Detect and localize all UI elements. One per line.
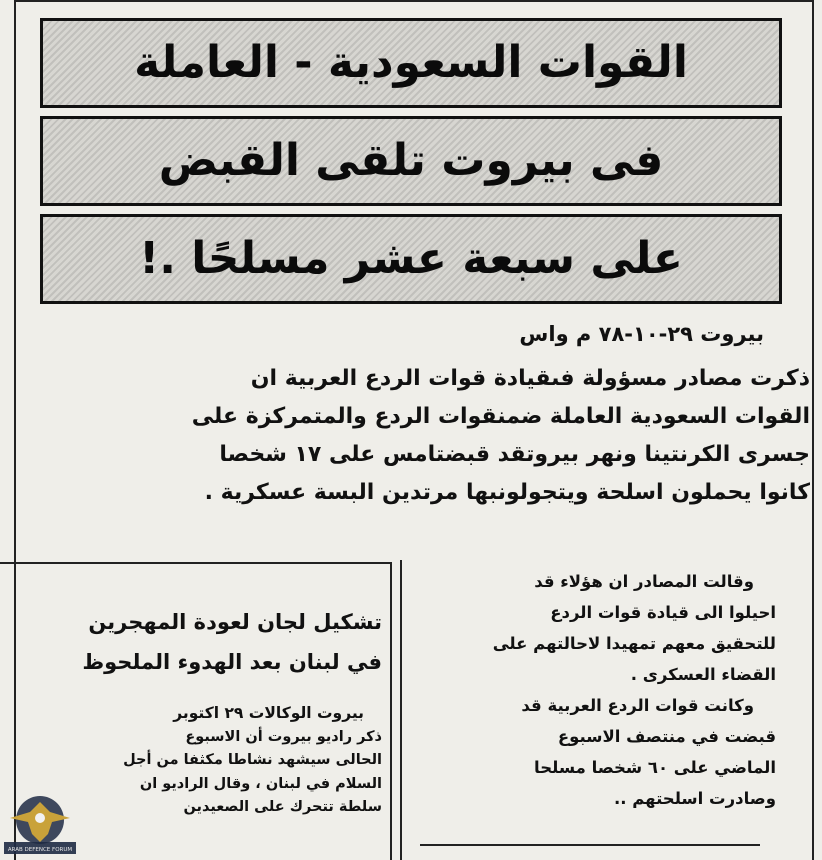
column-divider bbox=[400, 560, 402, 860]
logo-text: ARAB DEFENCE FORUM bbox=[7, 847, 73, 853]
lead-line: ذكرت مصادر مسؤولة فىقيادة قوات الردع العربية ان bbox=[250, 366, 810, 391]
side-body-line: ذكر راديو بيروت أن الاسبوع bbox=[185, 728, 382, 745]
headline-line-1: القوات السعودية - العاملة bbox=[134, 37, 688, 88]
side-body-line: سلطة تتحرك على الصعيدين bbox=[183, 799, 382, 815]
body-line: الماضي على ٦٠ شخصا مسلحا bbox=[534, 758, 776, 777]
side-body-line: السلام في لبنان ، وقال الراديو ان bbox=[139, 775, 382, 792]
dateline: بيروت ٢٩-١٠-٧٨ م واس bbox=[519, 322, 764, 346]
headline-line-2: فى بيروت تلقى القبض bbox=[158, 135, 664, 186]
side-article-body bbox=[123, 702, 382, 820]
lead-line: جسرى الكرنتينا ونهر بيروتقد قبضتامس على ١٧ شخصا bbox=[219, 442, 810, 467]
headline-box-3 bbox=[40, 214, 782, 304]
headline-line-3: على سبعة عشر مسلحًا .! bbox=[139, 233, 683, 284]
side-headline-line: تشكيل لجان لعودة المهجرين bbox=[88, 610, 382, 634]
side-article-headline bbox=[82, 602, 382, 682]
headline-box-2 bbox=[40, 116, 782, 206]
body-line: وقالت المصادر ان هؤلاء قد bbox=[534, 572, 754, 591]
body-line: القضاء العسكرى . bbox=[630, 665, 776, 684]
column-end-rule bbox=[420, 844, 760, 846]
lead-line: القوات السعودية العاملة ضمنقوات الردع والمتمركزة على bbox=[191, 404, 810, 429]
headline-box-1 bbox=[40, 18, 782, 108]
body-line: وصادرت اسلحتهم .. bbox=[613, 789, 776, 808]
eagle-emblem-icon bbox=[0, 790, 80, 860]
lead-paragraph bbox=[20, 360, 810, 512]
side-headline-line: في لبنان بعد الهدوء الملحوظ bbox=[82, 650, 382, 674]
body-line: قبضت في منتصف الاسبوع bbox=[557, 727, 776, 746]
lead-line: كانوا يحملون اسلحة ويتجولونبها مرتدين البسة عسكرية . bbox=[204, 480, 810, 505]
side-article-dateline: بيروت الوكالات ٢٩ اكتوبر bbox=[173, 704, 364, 722]
body-line: للتحقيق معهم تمهيدا لاحالتهم على bbox=[492, 634, 776, 653]
body-line: احيلوا الى قيادة قوات الردع bbox=[550, 603, 776, 622]
side-body-line: الحالى سيشهد نشاطا مكثفا من أجل bbox=[123, 752, 382, 768]
body-line: وكانت قوات الردع العربية قد bbox=[521, 696, 754, 715]
right-column-text bbox=[408, 566, 776, 814]
